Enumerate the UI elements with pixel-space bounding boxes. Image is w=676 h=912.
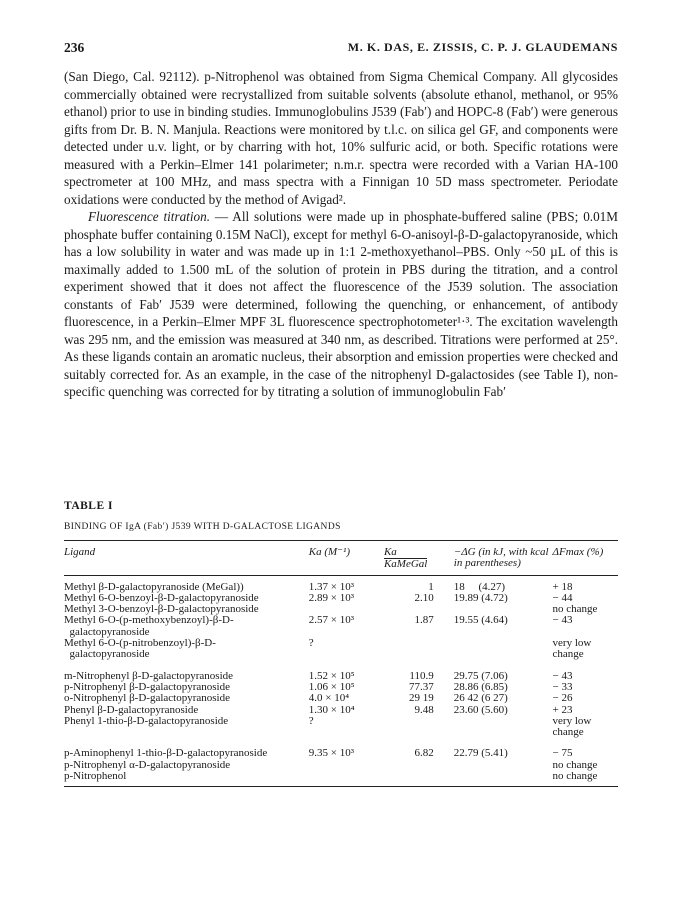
cell-delta-fmax: − 26	[552, 692, 573, 705]
cell-ka: ?	[308, 637, 314, 650]
cell-ligand: Methyl β-D-galactopyranoside (MeGal))	[64, 580, 244, 593]
table-row	[64, 760, 618, 771]
cell-ratio: 1.87	[414, 614, 434, 627]
cell-ligand: Phenyl β-D-galactopyranoside	[64, 703, 199, 716]
cell-ligand: Methyl 6-O-benzoyl-β-D-galactopyranoside	[64, 591, 259, 604]
cell-ligand: p-Aminophenyl 1-thio-β-D-galactopyranoside	[64, 747, 268, 760]
cell-ratio	[384, 638, 442, 661]
cell-ligand: Methyl 6-O-(p-nitrobenzoyl)-β-D- galactopyranoside	[64, 637, 216, 661]
cell-delta-g: 23.60 (5.60)	[453, 703, 508, 716]
cell-ratio: 9.48	[414, 703, 434, 716]
cell-ka	[309, 760, 384, 771]
cell-ka: 1.37 × 10³	[308, 580, 355, 593]
paragraph-text: (San Diego, Cal. 92112). p-Nitrophenol was obtained from Sigma Chemical Company. All glycosides commercially obtained were recrystallized from suitable solvents (absolute ethanol, methanol, or 95% ethanol) prior to use in binding studies. Immunoglobulins J539 (Fab′) and HOPC-8 (Fab′) were generous gifts from Dr. B. N. Manjula. Reactions were monitored by t.l.c. on silica gel GF, and components were detected under u.v. light, or by charring with hot, 10% sulfuric acid, or both. Specific rotations were measured with a Perkin–Elmer 141 polarimeter; n.m.r. spectra were recorded with a Varian HA-100 spectrometer at 100 MHz, and mass spectra with a Finnigan 10 5D mass spectrometer. Periodate oxidations were conducted by the method of Avigad².	[64, 69, 618, 207]
cell-ligand: Methyl 6-O-(p-methoxybenzoyl)-β-D- galactopyranoside	[64, 614, 234, 638]
cell-ratio	[384, 771, 442, 787]
table-row	[64, 638, 618, 661]
cell-delta-g	[442, 771, 553, 787]
table-wrapper	[64, 540, 618, 787]
cell-delta-g: 29.75 (7.06)	[453, 669, 508, 682]
table-caption	[64, 500, 618, 532]
cell-delta-g: 18 (4.27)	[453, 580, 506, 593]
cell-ligand: Methyl 3-O-benzoyl-β-D-galactopyranoside	[64, 603, 259, 616]
header-ka: Ka (M⁻¹)	[309, 541, 384, 576]
cell-ka: 1.30 × 10⁴	[308, 703, 355, 716]
cell-delta-fmax: − 43	[552, 614, 573, 627]
running-head-authors: M. K. DAS, E. ZISSIS, C. P. J. GLAUDEMANS	[347, 40, 618, 54]
table-header-row	[64, 541, 618, 576]
cell-ligand: p-Nitrophenyl α-D-galactopyranoside	[64, 758, 231, 771]
table-row	[64, 615, 618, 638]
header-ligand: Ligand	[64, 541, 309, 576]
cell-ratio: 77.37	[409, 680, 434, 693]
table-row	[64, 716, 618, 739]
cell-delta-fmax: very low change	[552, 714, 592, 739]
table-row	[64, 771, 618, 787]
cell-delta-fmax: − 43	[552, 669, 573, 682]
paragraph-fluorescence	[64, 208, 618, 401]
cell-delta-g: 22.79 (5.41)	[453, 747, 508, 760]
cell-delta-g	[442, 716, 553, 739]
header-ratio	[384, 541, 442, 576]
cell-ka: ?	[308, 714, 314, 727]
table-label: TABLE I	[64, 500, 113, 512]
cell-delta-fmax: no change	[552, 758, 598, 771]
header-ratio-numerator: Ka	[383, 546, 397, 558]
paragraph-text: — All solutions were made up in phosphate-buffered saline (PBS; 0.01M phosphate buffer containing 0.15M NaCl), except for methyl 6-O-anisoyl-β-D-galactopyranoside, which has a low solubility in water and was made up in 1:1 2-methoxyethanol–PBS. Only ~50 µL of this is maximally added to 1.500 mL of the solution of protein in PBS during the titration, and a control experiment showed that it does not affect the fluorescence of the J539 solution. The association constants of Fab′ J539 were determined, following the quenching, or enhancement, of antibody fluorescence, in a Perkin–Elmer MPF 3L fluorescence spectrophotometer¹·³. The excitation wavelength was 295 nm, and the emission was measured at 340 nm, as described. Titrations were performed at 25°. As these ligands contain an aromatic nucleus, their absorption and emission properties were checked and suitably corrected for. As an example, in the case of the nitrophenyl D-galactosides (see Table I), non-specific quenching was corrected for by titrating a solution of immunoglobulin Fab′	[64, 209, 619, 399]
paragraph-materials	[64, 68, 618, 208]
cell-delta-fmax: very low change	[552, 637, 592, 661]
cell-ka: 1.06 × 10⁵	[308, 680, 355, 693]
cell-delta-fmax: − 33	[552, 680, 573, 693]
cell-ligand: p-Nitrophenol	[64, 771, 309, 787]
binding-table	[64, 540, 618, 787]
table-title: BINDING OF IgA (Fab′) J539 WITH D-GALACTOSE LIGANDS	[64, 522, 341, 532]
cell-delta-g: 19.89 (4.72)	[453, 591, 508, 604]
cell-ratio: 6.82	[414, 747, 434, 760]
table-body	[64, 575, 618, 787]
cell-delta-fmax: − 44	[552, 591, 573, 604]
cell-ratio	[384, 716, 442, 739]
cell-ratio: 110.9	[409, 669, 434, 682]
cell-ka: 9.35 × 10³	[308, 747, 355, 760]
section-run-in-title: Fluorescence titration.	[88, 209, 210, 224]
table-row	[64, 693, 618, 704]
cell-ka: 4.0 × 10⁴	[308, 692, 350, 705]
table-row	[64, 661, 618, 682]
cell-delta-g	[442, 760, 553, 771]
cell-ligand: m-Nitrophenyl β-D-galactopyranoside	[64, 669, 234, 682]
table-row	[64, 738, 618, 759]
cell-delta-g: 26 42 (6 27)	[453, 692, 508, 705]
cell-delta-fmax: no change	[552, 603, 598, 616]
header-delta-fmax: ΔFmax (%)	[553, 541, 618, 576]
header-ratio-denominator: KaMeGal	[383, 558, 428, 571]
cell-delta-fmax: no change	[553, 771, 618, 787]
page-header	[64, 40, 618, 60]
cell-ligand: p-Nitrophenyl β-D-galactopyranoside	[64, 680, 230, 693]
table-row	[64, 575, 618, 593]
cell-ratio	[384, 760, 442, 771]
cell-ka: 1.52 × 10⁵	[308, 669, 355, 682]
header-delta-g: −ΔG (in kJ, with kcal in parentheses)	[442, 541, 553, 576]
cell-ligand: o-Nitrophenyl β-D-galactopyranoside	[64, 692, 230, 705]
cell-delta-fmax: − 75	[552, 747, 573, 760]
cell-delta-fmax: + 23	[552, 703, 573, 716]
cell-ratio: 1	[428, 580, 434, 593]
cell-ka: 2.57 × 10³	[308, 614, 355, 627]
cell-delta-g	[442, 638, 553, 661]
cell-ka: 2.89 × 10³	[308, 591, 355, 604]
page-number: 236	[64, 40, 85, 55]
cell-delta-g: 19.55 (4.64)	[453, 614, 508, 627]
cell-ligand: Phenyl 1-thio-β-D-galactopyranoside	[64, 714, 229, 727]
cell-ratio: 2.10	[414, 591, 434, 604]
body-text	[64, 68, 618, 401]
cell-delta-fmax: + 18	[552, 580, 573, 593]
cell-delta-g: 28.86 (6.85)	[453, 680, 508, 693]
cell-ratio: 29 19	[409, 692, 434, 705]
cell-ka	[309, 771, 384, 787]
